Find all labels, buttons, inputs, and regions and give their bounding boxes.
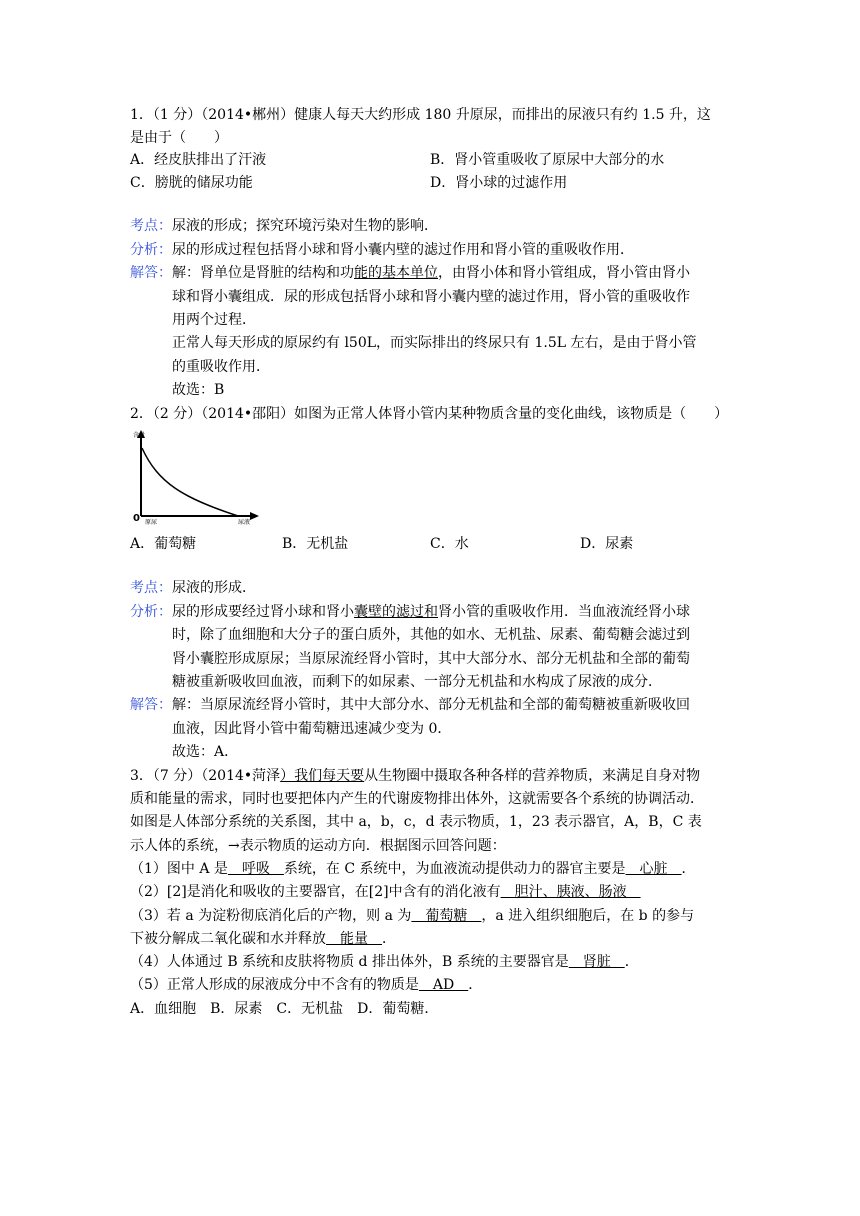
q3-part1-text-b: 系统，在 C 系统中，为血液流动提供动力的器官主要是: [283, 861, 626, 877]
q3-part3-text-c: 下被分解成二氧化碳和水并释放: [130, 931, 326, 947]
q1-option-d: D．肾小球的过滤作用: [430, 175, 568, 191]
q2-option-a: A．葡萄糖: [130, 536, 197, 552]
q2-jieda-line2: 血液，因此肾小管中葡萄糖迅速减少变为 0．: [172, 721, 452, 737]
q1-option-b: B．肾小管重吸收了原尿中大部分的水: [430, 152, 665, 168]
q2-option-b: B．无机盐: [282, 536, 349, 552]
x-end-label: 尿液: [238, 519, 251, 526]
q1-option-c: C．膀胱的储尿功能: [130, 175, 253, 191]
q3-part3-answer1: 葡萄糖: [411, 908, 482, 924]
q2-fenxi-line1: [130, 601, 730, 623]
q1-option-a: A．经皮肤排出了汗液: [130, 152, 267, 168]
q1-kaodian-label: 考点：: [130, 218, 172, 234]
q2-option-c: C．水: [430, 536, 469, 552]
q2-fenxi-line4: 糖被重新吸收回血液，而剩下的如尿素、一部分无机盐和水构成了尿液的成分．: [172, 674, 662, 690]
q1-jieda-label: 解答：: [130, 265, 172, 281]
q1-jieda-line3: 用两个过程．: [172, 312, 256, 328]
q2-kaodian-text: 尿液的形成．: [172, 580, 256, 596]
q2-fenxi-text-a: 尿的形成要经过肾小球和肾小: [172, 604, 354, 620]
q3-part1-text-c: ．: [681, 861, 696, 877]
q1-stem-line1: 1．（1 分）（2014•郴州）健康人每天大约形成 180 升原尿，而排出的尿液只有约 1.5 升，这: [130, 107, 711, 123]
q1-kaodian-line: [130, 215, 730, 237]
q3-part2-text: （2）[2]是消化和吸收的主要器官，在[2]中含有的消化液有: [130, 884, 501, 900]
q1-jieda-line2: 球和肾小囊组成．尿的形成包括肾小球和肾小囊内壁的滤过作用，肾小管的重吸收作: [172, 289, 690, 305]
q1-kaodian-text: 尿液的形成；探究环境污染对生物的影响．: [172, 218, 438, 234]
q1-jieda-text-a: 解：肾单位是肾脏的结构和功: [172, 265, 354, 281]
q3-stem-text-a: 3．（7 分）（2014•菏泽: [130, 768, 281, 784]
q3-part4-text-a: （4）人体通过 B 系统和皮肤将物质 d 排出体外，B 系统的主要器官是: [130, 954, 569, 970]
q1-jieda-line1: [130, 262, 730, 284]
q2-jieda-line1: [130, 694, 730, 716]
q3-part1-text-a: （1）图中 A 是: [130, 861, 228, 877]
q1-fenxi-label: 分析：: [130, 242, 172, 258]
q3-part4-answer: 肾脏: [568, 954, 625, 970]
q3-part5-text-b: ．: [468, 977, 483, 993]
q1-stem-line2: 是由于（ ）: [130, 130, 228, 146]
q3-part3-answer2: 能量: [326, 931, 382, 947]
q3-part5: [130, 974, 730, 996]
x-start-label: 原尿: [145, 519, 158, 526]
q2-jieda-answer: 故选：A．: [172, 744, 239, 760]
q3-part1-answer1: 呼吸: [227, 861, 284, 877]
q3-part2: [130, 881, 730, 903]
q3-part3-line2: [130, 928, 730, 950]
q3-part4-text-b: ．: [624, 954, 639, 970]
y-axis-label: 含量: [133, 432, 146, 439]
q3-stem-line1: [130, 765, 730, 787]
q1-fenxi-text: 尿的形成过程包括肾小球和肾小囊内壁的滤过作用和肾小管的重吸收作用．: [172, 242, 634, 258]
q2-jieda-text: 解：当原尿流经肾小管时，其中大部分水、部分无机盐和全部的葡萄糖被重新吸收回: [172, 697, 690, 713]
q3-stem-text-b: 从生物圈中摄取各种各样的营养物质，来满足自身对物: [364, 768, 701, 784]
q2-fenxi-line2: 时，除了血细胞和大分子的蛋白质外，其他的如水、无机盐、尿素、葡萄糖会滤过到: [172, 627, 690, 643]
q3-part5-answer: AD: [418, 977, 469, 993]
q2-fenxi-line3: 肾小囊腔形成原尿；当原尿流经肾小管时，其中大部分水、部分无机盐和全部的葡萄: [172, 651, 690, 667]
q1-jieda-underlined: 能的基本单位: [354, 265, 438, 281]
q2-fenxi-underlined: 囊壁的滤过和: [354, 604, 438, 620]
q3-part4: [130, 951, 730, 973]
x-axis-arrow: [250, 512, 259, 520]
q3-part2-answer: 胆汁、胰液、肠液: [500, 884, 641, 900]
q3-part5-text-a: （5）正常人形成的尿液成分中不含有的物质是: [130, 977, 419, 993]
q1-fenxi-line: [130, 239, 730, 261]
q3-part3-text-d: ．: [382, 931, 396, 947]
q3-options: A．血细胞 B．尿素 C．无机盐 D．葡萄糖．: [130, 1001, 439, 1017]
q2-stem: 2．（2 分）（2014•邵阳）如图为正常人体肾小管内某种物质含量的变化曲线，该物质是（ ）: [130, 406, 729, 422]
q1-jieda-answer: 故选：B: [172, 382, 225, 398]
q3-stem-line3: 如图是人体部分系统的关系图，其中 a，b，c，d 表示物质，1，23 表示器官，A，B，C 表: [130, 814, 702, 830]
content-curve: [142, 448, 238, 516]
q3-part3-text-b: ，a 进入组织细胞后，在 b 的参与: [481, 908, 695, 924]
q2-jieda-label: 解答：: [130, 697, 172, 713]
origin-label: 0: [133, 513, 140, 524]
q2-option-d: D．尿素: [580, 536, 634, 552]
q1-jieda-line5: 的重吸收作用．: [172, 359, 270, 375]
q2-kaodian-label: 考点：: [130, 580, 172, 596]
q3-part3-line1: [130, 905, 730, 927]
q2-fenxi-label: 分析：: [130, 604, 172, 620]
q3-stem-line2: 质和能量的需求，同时也要把体内产生的代谢废物排出体外，这就需要各个系统的协调活动．: [130, 791, 704, 807]
q1-jieda-text-b: ，由肾小体和肾小管组成，肾小管由肾小: [438, 265, 690, 281]
q3-part3-text-a: （3）若 a 为淀粉彻底消化后的产物，则 a 为: [130, 908, 412, 924]
q3-part1-answer2: 心脏: [625, 861, 682, 877]
q2-curve-figure: [128, 428, 268, 528]
q2-kaodian-line: [130, 577, 730, 599]
q2-fenxi-text-b: 肾小管的重吸收作用．当血液流经肾小球: [438, 604, 690, 620]
q1-jieda-line4: 正常人每天形成的原尿约有 l50L，而实际排出的终尿只有 1.5L 左右，是由于肾小管: [172, 335, 697, 351]
q3-stem-underlined: ）我们每天要: [280, 768, 365, 784]
q3-part1: [130, 858, 730, 880]
q3-stem-line4: 示人体的系统，→表示物质的运动方向．根据图示回答问题：: [130, 838, 506, 854]
